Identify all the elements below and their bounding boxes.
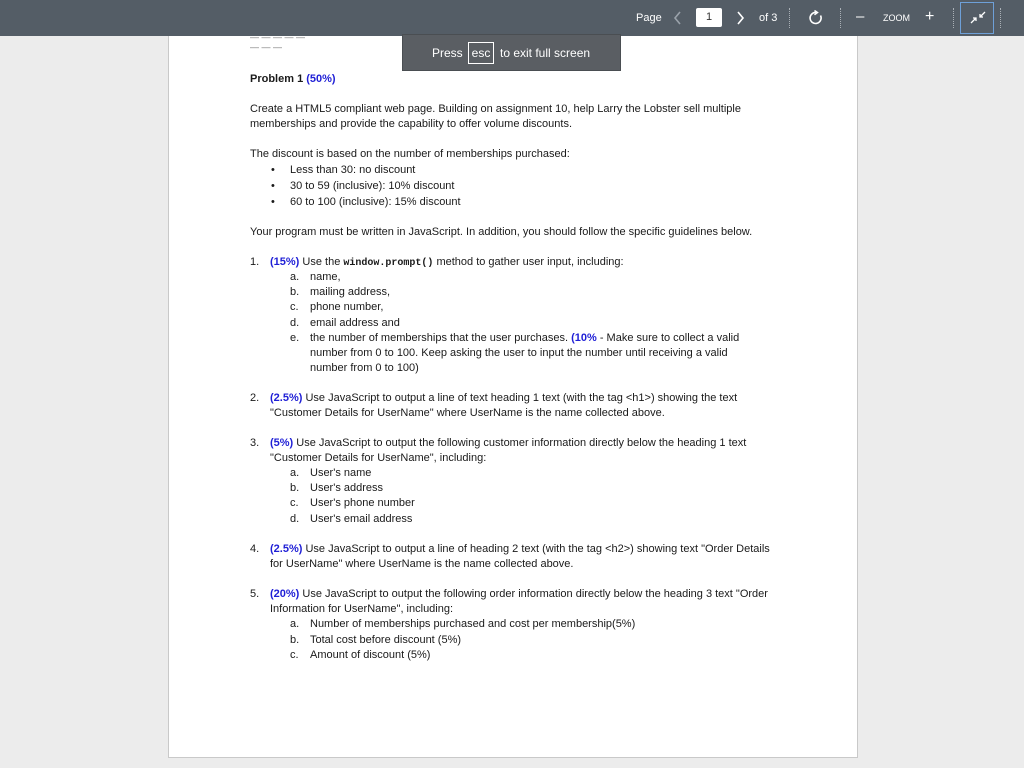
toolbar-divider [1000,8,1001,28]
exit-fullscreen-icon [970,11,986,25]
rotate-icon[interactable] [808,10,824,26]
toolbar-divider [953,8,954,28]
document-page: — — — — — — — — Problem 1 (50%) Create a HTML5 compliant web page. Building on assignment 10, help Larry the Lobster sell multiple memberships and provide the capability to offer volume discounts. The discount is based on the number of memberships purchased: • Less than 30: no discount • 30 to 59 (inclusive): 10% discount • 60 to 100 (inclusive): 15% discount Your program must be written in JavaScript. In addition, you should follow the specific guidelines below. 1. (15%) Use the window.prompt() method to gather user input, including: a. name, b. mailing address, c. phone number, d. email address and e. the number of memberships that the user purchases. (10% - Make sure to collect a valid number from 0 to 100. Keep asking the user to input the number until receiving a valid number from 0 to 100) 2. (2.5%) Use JavaScript to output a line of text heading 1 text (with the tag <h1>) showing the text "Customer Details for UserName" where UserName is the name collected above. 3. (5%) Use JavaScript to output the following customer information directly below the heading 1 text "Customer Details for UserName", including: a. User's name b. User's address c. User's phone number d. User's email address 4. (2.5%) Use JavaScript to output a line of heading 2 text (with the tag <h2>) showing text "Order Details for UserName" where UserName is the name collected above. 5. (20%) Use JavaScript to output the following order information directly below the heading 3 text "Order Information for UserName", including: a. Number of memberships purchased and cost per membership(5%) b. Total cost before discount (5%) c. Amount of discount (5%) [168,36,858,758]
zoom-out-button[interactable]: – [856,8,865,25]
fullscreen-notice [402,34,621,71]
page-number-input[interactable]: 1 [696,8,722,27]
discount-intro: The discount is based on the number of memberships purchased: [250,148,570,160]
viewer-toolbar [0,0,1024,52]
zoom-in-button[interactable]: + [925,8,935,25]
problem-heading: Problem 1 (50%) [250,73,336,85]
exit-fullscreen-button[interactable] [960,2,994,34]
javascript-requirement: Your program must be written in JavaScript. In addition, you should follow the specific guidelines below. [250,226,753,238]
notice-press-text: Press [432,46,463,60]
toolbar-divider [840,8,841,28]
clipped-text: — — — — — — — — [250,32,306,52]
page-total: of 3 [759,12,778,24]
esc-key-badge: esc [468,42,494,64]
intro-paragraph: Create a HTML5 compliant web page. Building on assignment 10, help Larry the Lobster sell multiple memberships and provide the capability to offer volume discounts. [250,103,741,131]
toolbar-divider [789,8,790,28]
notice-exit-text: to exit full screen [500,46,591,60]
chevron-left-icon[interactable] [673,11,683,25]
chevron-right-icon[interactable] [735,11,745,25]
zoom-label: ZOOM [883,13,910,23]
page-label: Page [636,12,662,24]
